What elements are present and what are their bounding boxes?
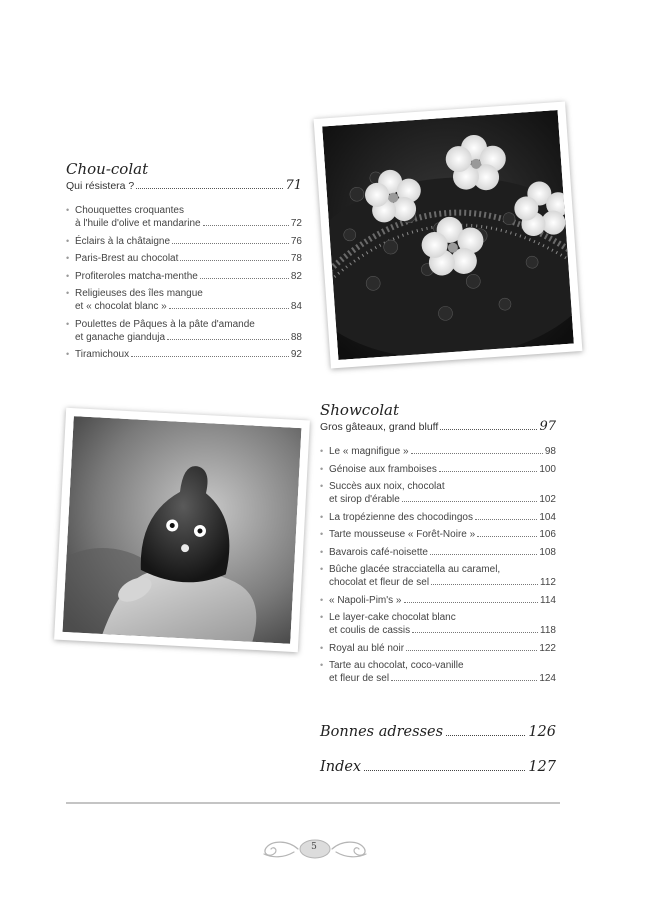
entry-line: • Génoise aux framboises (329, 463, 437, 475)
entry-page: 88 (290, 331, 302, 343)
toc-entry (66, 204, 302, 230)
toc-entry (320, 445, 556, 458)
dot-leader (430, 554, 537, 555)
entry-line: • Tarte au chocolat, coco-vanille (329, 660, 464, 671)
dot-leader (167, 339, 289, 340)
toc-list-chou-colat (66, 204, 302, 366)
entry-line: et « chocolat blanc » (75, 301, 167, 312)
toc-entry (66, 252, 302, 265)
toc-entry (320, 594, 556, 607)
dot-leader (364, 770, 525, 771)
entry-line: • Religieuses des îles mangue (75, 288, 203, 299)
entry-page: 108 (539, 546, 556, 558)
entry-line: • Royal au blé noir (329, 642, 405, 654)
toc-list-showcolat (320, 445, 556, 690)
entry-page: 98 (544, 446, 556, 457)
entry-page: 82 (290, 270, 302, 282)
toc-entry (320, 511, 556, 524)
toc-entry (66, 235, 302, 248)
entry-line: • Tiramichoux (75, 349, 130, 360)
lead-page: 71 (285, 178, 302, 193)
toc-entry (320, 659, 556, 685)
tart-photo (314, 102, 583, 369)
entry-line: à l'huile d'olive et mandarine (75, 218, 201, 229)
entry-page: 78 (290, 253, 302, 264)
choux-photo-image (63, 416, 302, 644)
toc-entry (66, 287, 302, 313)
toc-entry (320, 611, 556, 637)
dot-leader (136, 188, 283, 189)
dot-leader (406, 650, 537, 651)
entry-page: 92 (290, 349, 302, 360)
entry-line: et fleur de sel (329, 673, 390, 684)
entry-line: • Éclairs à la châtaigne (75, 235, 171, 247)
dot-leader (404, 602, 539, 603)
dot-leader (439, 471, 537, 472)
dot-leader (131, 356, 289, 357)
entry-line: • Le « magnifigue » (329, 446, 409, 457)
entry-page: 104 (539, 511, 556, 523)
entry-page: 124 (539, 673, 556, 684)
toc-entry (66, 318, 302, 344)
entry-line: et sirop d'érable (329, 494, 400, 505)
dot-leader (477, 536, 537, 537)
entry-line: • Succès aux noix, chocolat (329, 481, 445, 492)
section-lead-chou-colat (66, 178, 302, 193)
lead-page: 97 (539, 419, 556, 434)
index-label: Index (320, 759, 362, 775)
toc-entry (320, 642, 556, 655)
toc-entry (320, 563, 556, 589)
toc-entry (320, 463, 556, 476)
dot-leader (200, 278, 289, 279)
dot-leader (440, 429, 537, 430)
dot-leader (412, 632, 538, 633)
entry-page: 122 (539, 642, 556, 654)
entry-line: • Tarte mousseuse « Forêt-Noire » (329, 529, 476, 540)
dot-leader (475, 519, 537, 520)
dot-leader (169, 308, 289, 309)
dot-leader (431, 584, 538, 585)
toc-entry (320, 546, 556, 559)
lead-label: Qui résistera ? (66, 180, 135, 192)
entry-page: 84 (290, 301, 302, 312)
entry-line: • La tropézienne des chocodingos (329, 511, 473, 523)
section-lead-showcolat (320, 419, 556, 434)
dot-leader (203, 225, 289, 226)
dot-leader (180, 260, 288, 261)
entry-page: 114 (540, 594, 556, 606)
entry-page: 76 (290, 235, 302, 247)
entry-line: • Bûche glacée stracciatella au caramel, (329, 564, 501, 575)
toc-entry (66, 348, 302, 361)
entry-line: • « Napoli-Pim's » (329, 594, 402, 606)
entry-page: 112 (540, 577, 556, 588)
entry-line: • Poulettes de Pâques à la pâte d'amande (75, 318, 255, 330)
entry-page: 100 (539, 463, 556, 475)
entry-line: • Paris-Brest au chocolat (75, 253, 179, 264)
entry-line: et ganache gianduja (75, 331, 166, 343)
dot-leader (391, 680, 537, 681)
entry-line: • Le layer-cake chocolat blanc (329, 612, 456, 623)
entry-line: chocolat et fleur de sel (329, 577, 430, 588)
entry-page: 102 (539, 494, 556, 505)
lead-label: Gros gâteaux, grand bluff (320, 421, 439, 433)
dot-leader (172, 243, 289, 244)
bonnes-adresses-page: 126 (528, 724, 556, 740)
entry-page: 72 (290, 218, 302, 229)
toc-entry (320, 528, 556, 541)
entry-line: • Chouquettes croquantes (75, 205, 184, 216)
choux-photo (54, 408, 310, 652)
dot-leader (411, 453, 543, 454)
tart-photo-image (322, 110, 574, 360)
choux-illustration (63, 416, 302, 644)
bonnes-adresses-label: Bonnes adresses (320, 724, 444, 740)
toc-index (320, 759, 556, 775)
toc-entry (320, 480, 556, 506)
entry-line: • Profiteroles matcha-menthe (75, 270, 198, 282)
toc-bonnes-adresses (320, 724, 556, 740)
page-number: 5 (311, 842, 317, 852)
footer-rule (66, 802, 560, 804)
dot-leader (446, 735, 525, 736)
dot-leader (402, 501, 537, 502)
section-title-chou-colat: Chou-colat (66, 160, 149, 178)
tart-illustration (322, 110, 574, 360)
entry-page: 118 (540, 625, 556, 636)
section-title-showcolat: Showcolat (320, 401, 400, 419)
index-page: 127 (528, 759, 556, 775)
entry-page: 106 (539, 529, 556, 540)
toc-entry (66, 270, 302, 283)
entry-line: • Bavarois café-noisette (329, 546, 428, 558)
entry-line: et coulis de cassis (329, 625, 411, 636)
